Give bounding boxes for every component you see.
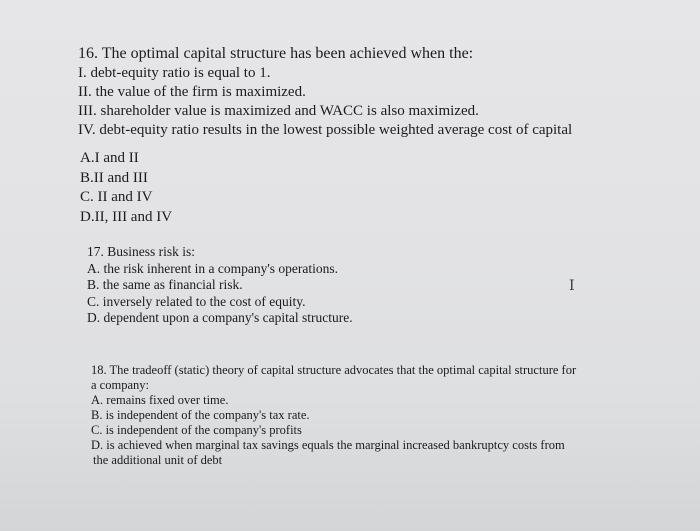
question-16-option-c: C. II and IV [80, 189, 153, 205]
question-18-option-b: B. is independent of the company's tax rate. [91, 408, 310, 422]
question-17-option-d: D. dependent upon a company's capital structure. [87, 310, 353, 325]
question-16-option-b: B.II and III [80, 169, 148, 186]
question-17-title: 17. Business risk is: [87, 244, 196, 259]
question-18-title: 18. The tradeoff (static) theory of capital structure advocates that the optimal capital structure for [91, 363, 577, 377]
question-18-option-c: C. is independent of the company's profits [91, 423, 302, 437]
question-17-option-b: B. the same as financial risk. [87, 277, 243, 292]
question-16-statement: III. shareholder value is maximized and WACC is also maximized. [78, 103, 479, 119]
question-18-option-d-continued: the additional unit of debt [93, 453, 223, 467]
question-17 [87, 244, 353, 327]
question-17-option-a: A. the risk inherent in a company's operations. [87, 260, 338, 276]
question-16-options [80, 149, 572, 227]
question-16-title: 16. The optimal capital structure has been achieved when the: [78, 45, 474, 62]
question-16-option-a: A.I and II [80, 150, 139, 166]
question-17-option-c: C. inversely related to the cost of equity. [87, 293, 306, 309]
question-18 [91, 363, 576, 468]
question-16 [78, 44, 572, 227]
question-18-option-a: A. remains fixed over time. [91, 393, 229, 407]
question-16-statement: I. debt-equity ratio is equal to 1. [78, 65, 271, 81]
question-16-option-d: D.II, III and IV [80, 208, 173, 225]
question-18-title-continued: a company: [91, 378, 149, 392]
question-16-statement: IV. debt-equity ratio results in the lowest possible weighted average cost of capital [78, 122, 573, 138]
text-cursor-icon: I [569, 278, 575, 294]
question-16-statement: II. the value of the firm is maximized. [78, 84, 306, 100]
question-18-option-d: D. is achieved when marginal tax savings equals the marginal increased bankruptcy costs from [91, 438, 565, 452]
